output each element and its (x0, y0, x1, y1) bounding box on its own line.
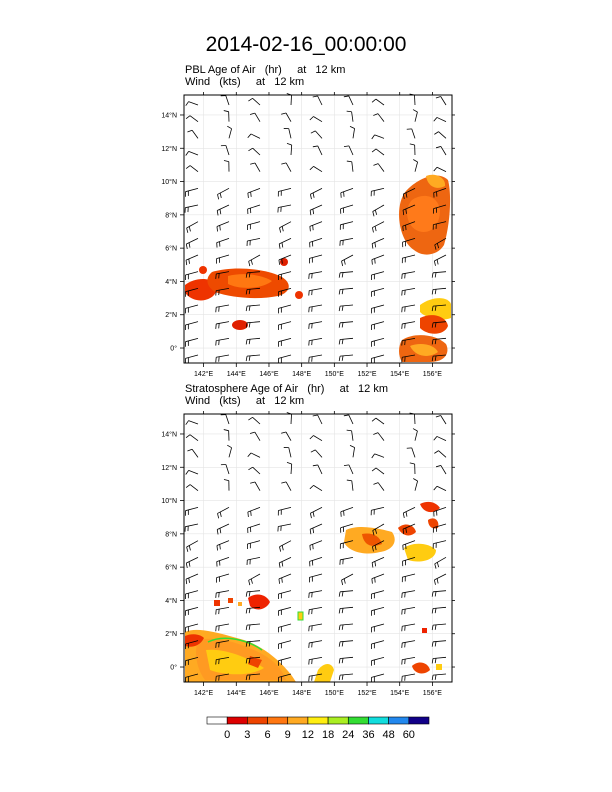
colorbar-swatch (389, 717, 409, 724)
lon-tick-label: 144°E (226, 371, 246, 378)
colorbar-label: 48 (382, 729, 395, 741)
colorbar-swatch (268, 717, 288, 724)
pbl-plume-south (232, 320, 248, 330)
colorbar-swatch (227, 717, 247, 724)
lon-tick-label: 150°E (324, 690, 344, 697)
lon-tick-label: 146°E (259, 371, 279, 378)
colorbar-swatch (207, 717, 227, 724)
lat-tick-label: 8°N (165, 531, 177, 539)
lon-tick-label: 142°E (194, 690, 214, 697)
colorbar-swatch (308, 717, 328, 724)
colorbar-swatch (328, 717, 348, 724)
lat-tick-label: 12°N (161, 464, 177, 472)
colorbar-swatch (288, 717, 308, 724)
panel1-title-line1: PBL Age of Air (hr) at 12 km (185, 64, 346, 76)
panel2-title-line1: Stratosphere Age of Air (hr) at 12 km (185, 383, 388, 395)
lon-tick-label: 144°E (226, 690, 246, 697)
colorbar-label: 6 (264, 729, 271, 741)
panel2-title-line2: Wind (kts) at 12 km (185, 395, 305, 407)
lat-tick-label: 14°N (161, 431, 177, 439)
colorbar-label: 36 (362, 729, 375, 741)
lon-tick-label: 148°E (292, 690, 312, 697)
lat-tick-label: 6°N (165, 564, 177, 572)
lon-tick-label: 148°E (292, 371, 312, 378)
main-title: 2014-02-16_00:00:00 (205, 33, 407, 56)
lat-tick-label: 6°N (165, 245, 177, 253)
lat-tick-label: 4°N (165, 597, 177, 605)
colorbar-label: 24 (342, 729, 355, 741)
lat-tick-label: 14°N (161, 112, 177, 120)
colorbar-swatch (247, 717, 267, 724)
pbl-map-panel (161, 92, 455, 378)
lon-tick-label: 152°E (357, 371, 377, 378)
lat-tick-label: 10°N (161, 498, 177, 506)
colorbar (207, 717, 429, 724)
lat-tick-label: 0° (170, 664, 177, 672)
lat-tick-label: 12°N (161, 145, 177, 153)
lon-tick-label: 146°E (259, 690, 279, 697)
lat-tick-label: 8°N (165, 212, 177, 220)
strat-map-panel (161, 411, 455, 697)
lat-tick-label: 10°N (161, 179, 177, 187)
lon-tick-label: 152°E (357, 690, 377, 697)
lat-tick-label: 0° (170, 345, 177, 353)
lat-tick-label: 2°N (165, 312, 177, 320)
colorbar-swatch (409, 717, 429, 724)
lon-tick-label: 156°E (422, 690, 442, 697)
lon-tick-label: 142°E (194, 371, 214, 378)
lon-tick-label: 154°E (390, 371, 410, 378)
colorbar-label: 60 (402, 729, 415, 741)
lon-tick-label: 150°E (324, 371, 344, 378)
lat-tick-label: 2°N (165, 631, 177, 639)
colorbar-swatch (348, 717, 368, 724)
lon-tick-label: 154°E (390, 690, 410, 697)
colorbar-label: 0 (224, 729, 231, 741)
colorbar-swatch (368, 717, 388, 724)
colorbar-label: 12 (301, 729, 315, 741)
colorbar-label: 3 (244, 729, 251, 741)
lat-tick-label: 4°N (165, 278, 177, 286)
panel1-title-line2: Wind (kts) at 12 km (185, 76, 305, 88)
colorbar-label: 18 (321, 729, 335, 741)
lon-tick-label: 156°E (422, 371, 442, 378)
colorbar-label: 9 (284, 729, 291, 741)
